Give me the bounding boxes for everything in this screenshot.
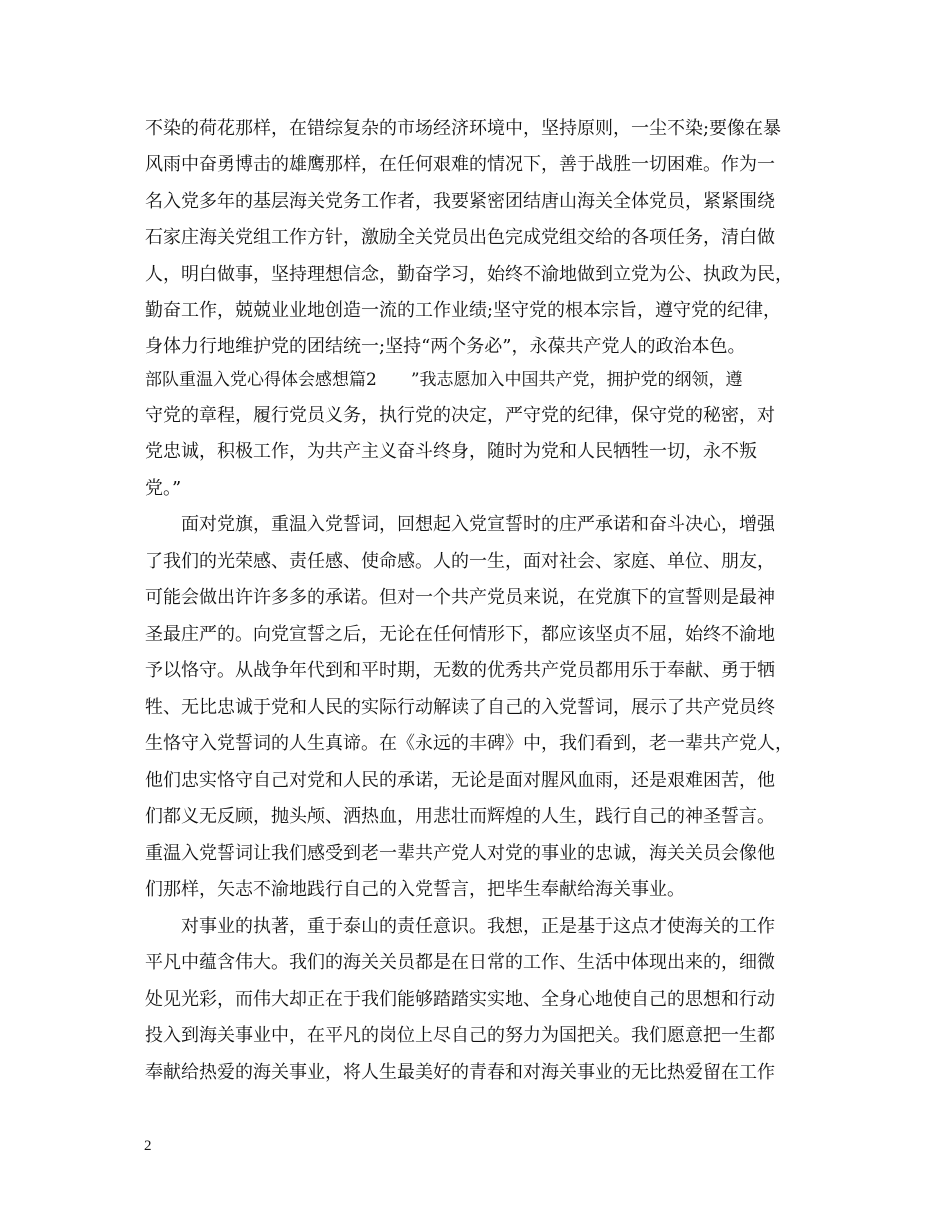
text-line: 们那样，矢志不渝地践行自己的入党誓言，把毕生奉献给海关事业。 <box>145 879 685 900</box>
text-line: 了我们的光荣感、责任感、使命感。人的一生，面对社会、家庭、单位、朋友， <box>145 551 775 572</box>
text-line: 重温入党誓词让我们感受到老一辈共产党人对党的事业的忠诚，海关关员会像他 <box>145 843 775 864</box>
text-line: 予以恪守。从战争年代到和平时期，无数的优秀共产党员都用乐于奉献、勇于牺 <box>145 660 775 681</box>
text-line: 处见光彩，而伟大却正在于我们能够踏踏实实地、全身心地使自己的思想和行动 <box>145 989 775 1010</box>
text-line: 人，明白做事，坚持理想信念，勤奋学习，始终不渝地做到立党为公、执政为民， <box>145 264 793 285</box>
text-line: 可能会做出许许多多的承诺。但对一个共产党员来说，在党旗下的宣誓则是最神 <box>145 587 775 608</box>
text-line: 风雨中奋勇博击的雄鹰那样，在任何艰难的情况下，善于战胜一切困难。作为一 <box>145 154 775 175</box>
text-line: 党忠诚，积极工作，为共产主义奋斗终身，随时为党和人民牺牲一切，永不叛 <box>145 441 757 462</box>
text-line: 面对党旗，重温入党誓词，回想起入党宣誓时的庄严承诺和奋斗决心，增强 <box>145 514 775 535</box>
text-line: 牲、无比忠诚于党和人民的实际行动解读了自己的入党誓词，展示了共产党员终 <box>145 697 775 718</box>
text-line: 勤奋工作，兢兢业业地创造一流的工作业绩;坚守党的根本宗旨，遵守党的纪律， <box>145 300 782 321</box>
page-number: 2 <box>144 1138 152 1154</box>
text-line: 平凡中蕴含伟大。我们的海关关员都是在日常的工作、生活中体现出来的，细微 <box>145 952 775 973</box>
section-heading-line: 部队重温入党心得体会感想篇2 ”我志愿加入中国共产党，拥护党的纲领，遵 <box>145 370 743 390</box>
text-line: 党。” <box>145 478 182 499</box>
text-line: 守党的章程，履行党员义务，执行党的决定，严守党的纪律，保守党的秘密，对 <box>145 405 775 426</box>
text-line: 他们忠实恪守自己对党和人民的承诺，无论是面对腥风血雨，还是艰难困苦，他 <box>145 770 775 791</box>
text-line: 投入到海关事业中，在平凡的岗位上尽自己的努力为国把关。我们愿意把一生都 <box>145 1025 775 1046</box>
text-line: 奉献给热爱的海关事业，将人生最美好的青春和对海关事业的无比热爱留在工作 <box>145 1062 775 1083</box>
text-line: 石家庄海关党组工作方针，激励全关党员出色完成党组交给的各项任务，清白做 <box>145 227 775 248</box>
text-line: 名入党多年的基层海关党务工作者，我要紧密团结唐山海关全体党员，紧紧围绕 <box>145 191 775 212</box>
text-line: 圣最庄严的。向党宣誓之后，无论在任何情形下，都应该坚贞不屈，始终不渝地 <box>145 624 775 645</box>
text-line: 对事业的执著，重于泰山的责任意识。我想，正是基于这点才使海关的工作 <box>145 916 775 937</box>
text-line: 生恪守入党誓词的人生真谛。在《永远的丰碑》中，我们看到，老一辈共产党人， <box>145 733 793 754</box>
text-line: 们都义无反顾，抛头颅、洒热血，用悲壮而辉煌的人生，践行自己的神圣誓言。 <box>145 806 775 827</box>
text-line: 不染的荷花那样，在错综复杂的市场经济环境中，坚持原则，一尘不染;要像在暴 <box>145 118 782 139</box>
text-line: 身体力行地维护党的团结统一;坚持“两个务必”，永葆共产党人的政治本色。 <box>145 336 746 357</box>
